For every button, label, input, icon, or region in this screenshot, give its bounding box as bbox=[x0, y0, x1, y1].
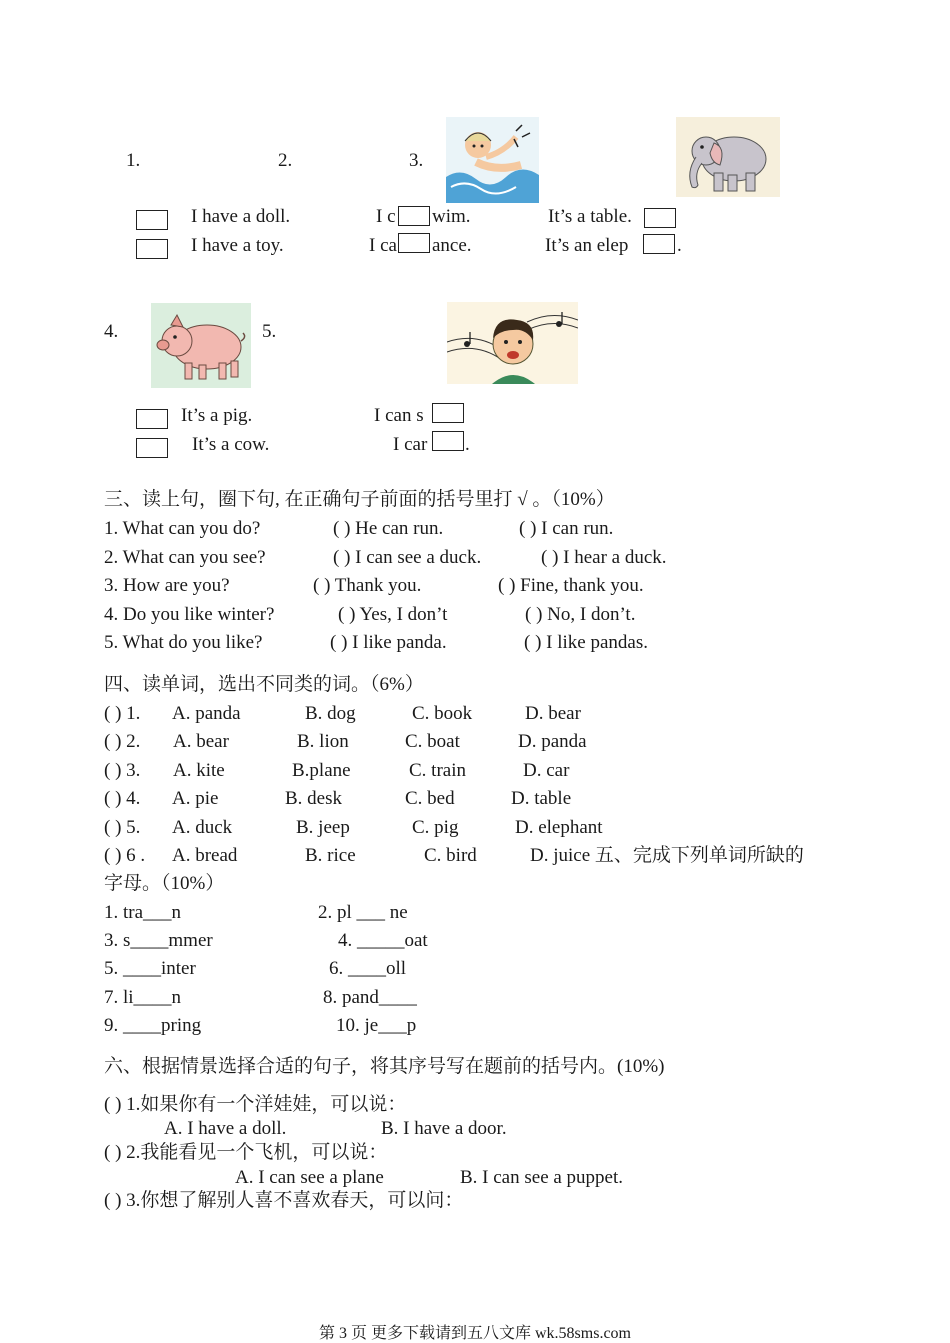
s3-b3[interactable]: ( ) Fine, thank you. bbox=[498, 575, 644, 596]
s4-n5[interactable]: ( ) 5. bbox=[104, 817, 141, 838]
s4-n3[interactable]: ( ) 3. bbox=[104, 760, 141, 781]
option-3b-end: . bbox=[677, 235, 682, 256]
s3-b1[interactable]: ( ) I can run. bbox=[519, 518, 614, 539]
s6-q1[interactable]: ( ) 1.如果你有一个洋娃娃，可以说： bbox=[104, 1094, 407, 1115]
s3-a5[interactable]: ( ) I like panda. bbox=[330, 632, 447, 653]
s4-b3: B.plane bbox=[292, 760, 351, 781]
answer-box-4b[interactable] bbox=[136, 438, 168, 458]
s3-q4: 4. Do you like winter? bbox=[104, 604, 275, 625]
s4-b1: B. dog bbox=[305, 703, 356, 724]
s5-item-8[interactable]: 8. pand____ bbox=[323, 987, 417, 1008]
option-5b-start: I car bbox=[393, 434, 428, 455]
pig-icon bbox=[151, 303, 251, 388]
s5-item-10[interactable]: 10. je___p bbox=[336, 1015, 417, 1036]
s6-q2[interactable]: ( ) 2.我能看见一个飞机，可以说： bbox=[104, 1142, 388, 1163]
option-2a-end: wim. bbox=[432, 206, 471, 227]
s4-c6: C. bird bbox=[424, 845, 477, 866]
option-5b-end: . bbox=[465, 434, 470, 455]
s6-q1-a: A. I have a doll. bbox=[164, 1118, 287, 1139]
s4-b2: B. lion bbox=[297, 731, 349, 752]
s5-item-6[interactable]: 6. ____oll bbox=[329, 958, 407, 979]
option-4b: It’s a cow. bbox=[192, 434, 270, 455]
section5-heading: 字母。（10%） bbox=[104, 873, 225, 894]
s4-b6: B. rice bbox=[305, 845, 356, 866]
s5-item-7[interactable]: 7. li____n bbox=[104, 987, 182, 1008]
number-1: 1. bbox=[126, 150, 141, 171]
answer-box-4a[interactable] bbox=[136, 409, 168, 429]
s4-d4: D. table bbox=[511, 788, 572, 809]
s6-q3[interactable]: ( ) 3.你想了解别人喜不喜欢春天，可以问： bbox=[104, 1190, 464, 1211]
answer-box-1a[interactable] bbox=[136, 210, 168, 230]
s3-q2: 2. What can you see? bbox=[104, 547, 266, 568]
s4-d5: D. elephant bbox=[515, 817, 603, 838]
option-1b: I have a toy. bbox=[191, 235, 284, 256]
s4-d3: D. car bbox=[523, 760, 570, 781]
option-3a: It’s a table. bbox=[548, 206, 632, 227]
option-5a-start: I can s bbox=[374, 405, 424, 426]
s4-d6: D. juice 五、完成下列单词所缺的 bbox=[530, 845, 804, 866]
s3-q1: 1. What can you do? bbox=[104, 518, 261, 539]
s4-c4: C. bed bbox=[405, 788, 455, 809]
singing-boy-icon bbox=[447, 302, 578, 384]
s4-a3: A. kite bbox=[173, 760, 225, 781]
s3-a4[interactable]: ( ) Yes, I don’t bbox=[338, 604, 448, 625]
s4-a5: A. duck bbox=[172, 817, 233, 838]
number-2: 2. bbox=[278, 150, 293, 171]
s6-q1-b: B. I have a door. bbox=[381, 1118, 507, 1139]
swimming-boy-icon bbox=[446, 117, 539, 203]
s3-a1[interactable]: ( ) He can run. bbox=[333, 518, 444, 539]
page-footer: 第 3 页 更多下载请到五八文库 wk.58sms.com bbox=[318, 1325, 631, 1342]
section3-heading: 三、读上句，圈下句, 在正确句子前面的括号里打 √ 。（10%） bbox=[104, 489, 615, 510]
s3-b2[interactable]: ( ) I hear a duck. bbox=[541, 547, 667, 568]
s4-c5: C. pig bbox=[412, 817, 459, 838]
option-2a-start: I c bbox=[376, 206, 396, 227]
answer-box-2b[interactable] bbox=[398, 233, 430, 253]
elephant-icon bbox=[676, 117, 780, 197]
s4-d2: D. panda bbox=[518, 731, 587, 752]
s3-b5[interactable]: ( ) I like pandas. bbox=[524, 632, 648, 653]
s4-c1: C. book bbox=[412, 703, 473, 724]
s5-item-5[interactable]: 5. ____inter bbox=[104, 958, 196, 979]
s4-d1: D. bear bbox=[525, 703, 581, 724]
s4-n4[interactable]: ( ) 4. bbox=[104, 788, 141, 809]
s4-n1[interactable]: ( ) 1. bbox=[104, 703, 141, 724]
s3-q3: 3. How are you? bbox=[104, 575, 230, 596]
s4-a1: A. panda bbox=[172, 703, 241, 724]
s4-n6[interactable]: ( ) 6 . bbox=[104, 845, 146, 866]
number-4: 4. bbox=[104, 321, 119, 342]
s5-item-1[interactable]: 1. tra___n bbox=[104, 902, 182, 923]
s4-a2: A. bear bbox=[173, 731, 229, 752]
s3-q5: 5. What do you like? bbox=[104, 632, 263, 653]
s5-item-3[interactable]: 3. s____mmer bbox=[104, 930, 213, 951]
section4-heading: 四、读单词，选出不同类的词。（6%） bbox=[104, 674, 424, 695]
number-3: 3. bbox=[409, 150, 424, 171]
s4-b4: B. desk bbox=[285, 788, 342, 809]
answer-box-5a[interactable] bbox=[432, 403, 464, 423]
answer-box-2a[interactable] bbox=[398, 206, 430, 226]
answer-box-1b[interactable] bbox=[136, 239, 168, 259]
s3-a2[interactable]: ( ) I can see a duck. bbox=[333, 547, 482, 568]
option-3b-start: It’s an elep bbox=[545, 235, 629, 256]
s3-b4[interactable]: ( ) No, I don’t. bbox=[525, 604, 636, 625]
answer-box-3a[interactable] bbox=[644, 208, 676, 228]
option-4a: It’s a pig. bbox=[181, 405, 253, 426]
s4-a6: A. bread bbox=[172, 845, 238, 866]
option-1a: I have a doll. bbox=[191, 206, 291, 227]
number-5: 5. bbox=[262, 321, 277, 342]
s6-q2-a: A. I can see a plane bbox=[235, 1167, 384, 1188]
option-2b-start: I ca bbox=[369, 235, 397, 256]
section6-heading: 六、根据情景选择合适的句子，将其序号写在题前的括号内。(10%) bbox=[104, 1056, 665, 1077]
s4-a4: A. pie bbox=[172, 788, 219, 809]
s3-a3[interactable]: ( ) Thank you. bbox=[313, 575, 422, 596]
s4-b5: B. jeep bbox=[296, 817, 350, 838]
answer-box-5b[interactable] bbox=[432, 431, 464, 451]
s5-item-9[interactable]: 9. ____pring bbox=[104, 1015, 202, 1036]
s4-c3: C. train bbox=[409, 760, 466, 781]
s6-q2-b: B. I can see a puppet. bbox=[460, 1167, 624, 1188]
s5-item-4[interactable]: 4. _____oat bbox=[338, 930, 428, 951]
answer-box-3b[interactable] bbox=[643, 234, 675, 254]
option-2b-end: ance. bbox=[432, 235, 472, 256]
s4-n2[interactable]: ( ) 2. bbox=[104, 731, 141, 752]
s4-c2: C. boat bbox=[405, 731, 460, 752]
s5-item-2[interactable]: 2. pl ___ ne bbox=[318, 902, 408, 923]
